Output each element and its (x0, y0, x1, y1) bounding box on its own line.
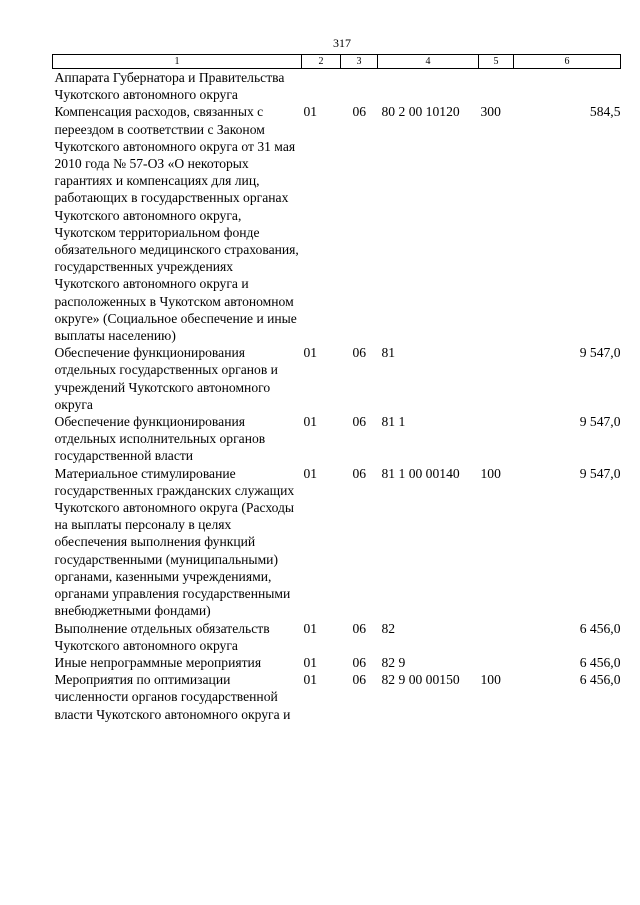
row-target-article (378, 69, 479, 104)
column-header-1: 1 (53, 55, 302, 69)
row-expense-type (479, 654, 514, 671)
row-amount: 9 547,0 (579, 345, 621, 361)
row-amount: 6 456,0 (579, 672, 621, 688)
table-row (53, 103, 621, 344)
row-name: Иные непрограммные мероприятия (54, 654, 262, 670)
row-name: Мероприятия по оптимизации численности органов государственной власти Чукотского автономного округа и (54, 672, 291, 722)
row-amount: 6 456,0 (579, 620, 621, 636)
row-section (302, 69, 341, 104)
row-section: 01 (303, 620, 318, 636)
table-row (53, 413, 621, 465)
row-name: Компенсация расходов, связанных с переездом в соответствии с Законом Чукотского автономного округа от 31 мая 2010 года № 57-ОЗ «О некоторых гарантиях и компенсациях для лиц, работающих в государственных органах Чукотского автономного округа, Чукотском территориальном фонде обязательного медицинского страхования, государственных учреждениях Чукотского автономного округа и расположенных в Чукотском автономном округе» (Социальное обеспечение и иные выплаты населению) (54, 104, 299, 344)
row-amount: 584,5 (589, 104, 621, 120)
row-target-article: 81 (381, 345, 396, 361)
row-target-article: 80 2 00 10120 (381, 104, 460, 120)
column-header-6: 6 (514, 55, 621, 69)
row-amount: 9 547,0 (579, 465, 621, 481)
column-header-4: 4 (378, 55, 479, 69)
row-name: Обеспечение функционирования отдельных государственных органов и учреждений Чукотского автономного округа (54, 345, 278, 412)
row-target-article: 81 1 00 00140 (381, 465, 460, 481)
page-number: 317 (333, 36, 351, 50)
row-name: Материальное стимулирование государственных гражданских служащих Чукотского автономного округа (Расходы на выплаты персоналу в целях обеспечения выполнения функций государственными (муниципальными) органами, казенными учреждениями, органами управления государственными внебюджетными фондами) (54, 465, 295, 619)
column-header-3: 3 (341, 55, 378, 69)
row-section: 01 (303, 654, 318, 670)
table-body (53, 69, 621, 723)
row-amount (514, 69, 621, 104)
row-subsection: 06 (352, 345, 367, 361)
table-row (53, 671, 621, 723)
table-row (53, 344, 621, 413)
column-number-row (53, 55, 621, 69)
column-header-2: 2 (302, 55, 341, 69)
row-section: 01 (303, 465, 318, 481)
row-expense-type: 100 (480, 465, 501, 481)
row-subsection: 06 (352, 620, 367, 636)
row-expense-type (479, 413, 514, 465)
budget-table (52, 54, 621, 723)
row-amount: 9 547,0 (579, 414, 621, 430)
table-row (53, 465, 621, 620)
row-subsection (341, 69, 378, 104)
row-section: 01 (303, 672, 318, 688)
row-subsection: 06 (352, 414, 367, 430)
row-subsection: 06 (352, 104, 367, 120)
row-amount: 6 456,0 (579, 654, 621, 670)
row-expense-type: 300 (480, 104, 501, 120)
row-target-article: 82 9 (381, 654, 406, 670)
row-subsection: 06 (352, 654, 367, 670)
row-subsection: 06 (352, 672, 367, 688)
row-target-article: 82 (381, 620, 396, 636)
row-section: 01 (303, 414, 318, 430)
row-expense-type (479, 620, 514, 654)
row-expense-type (479, 69, 514, 104)
row-section: 01 (303, 345, 318, 361)
row-name: Обеспечение функционирования отдельных исполнительных органов государственной власти (54, 414, 266, 464)
row-expense-type: 100 (480, 672, 501, 688)
table-row (53, 69, 621, 104)
column-header-5: 5 (479, 55, 514, 69)
row-section: 01 (303, 104, 318, 120)
row-target-article: 82 9 00 00150 (381, 672, 460, 688)
table-row (53, 620, 621, 654)
row-name: Аппарата Губернатора и Правительства Чукотского автономного округа (54, 70, 285, 103)
table-row (53, 654, 621, 671)
row-subsection: 06 (352, 465, 367, 481)
row-expense-type (479, 344, 514, 413)
row-target-article: 81 1 (381, 414, 406, 430)
row-name: Выполнение отдельных обязательств Чукотского автономного округа (54, 620, 270, 653)
